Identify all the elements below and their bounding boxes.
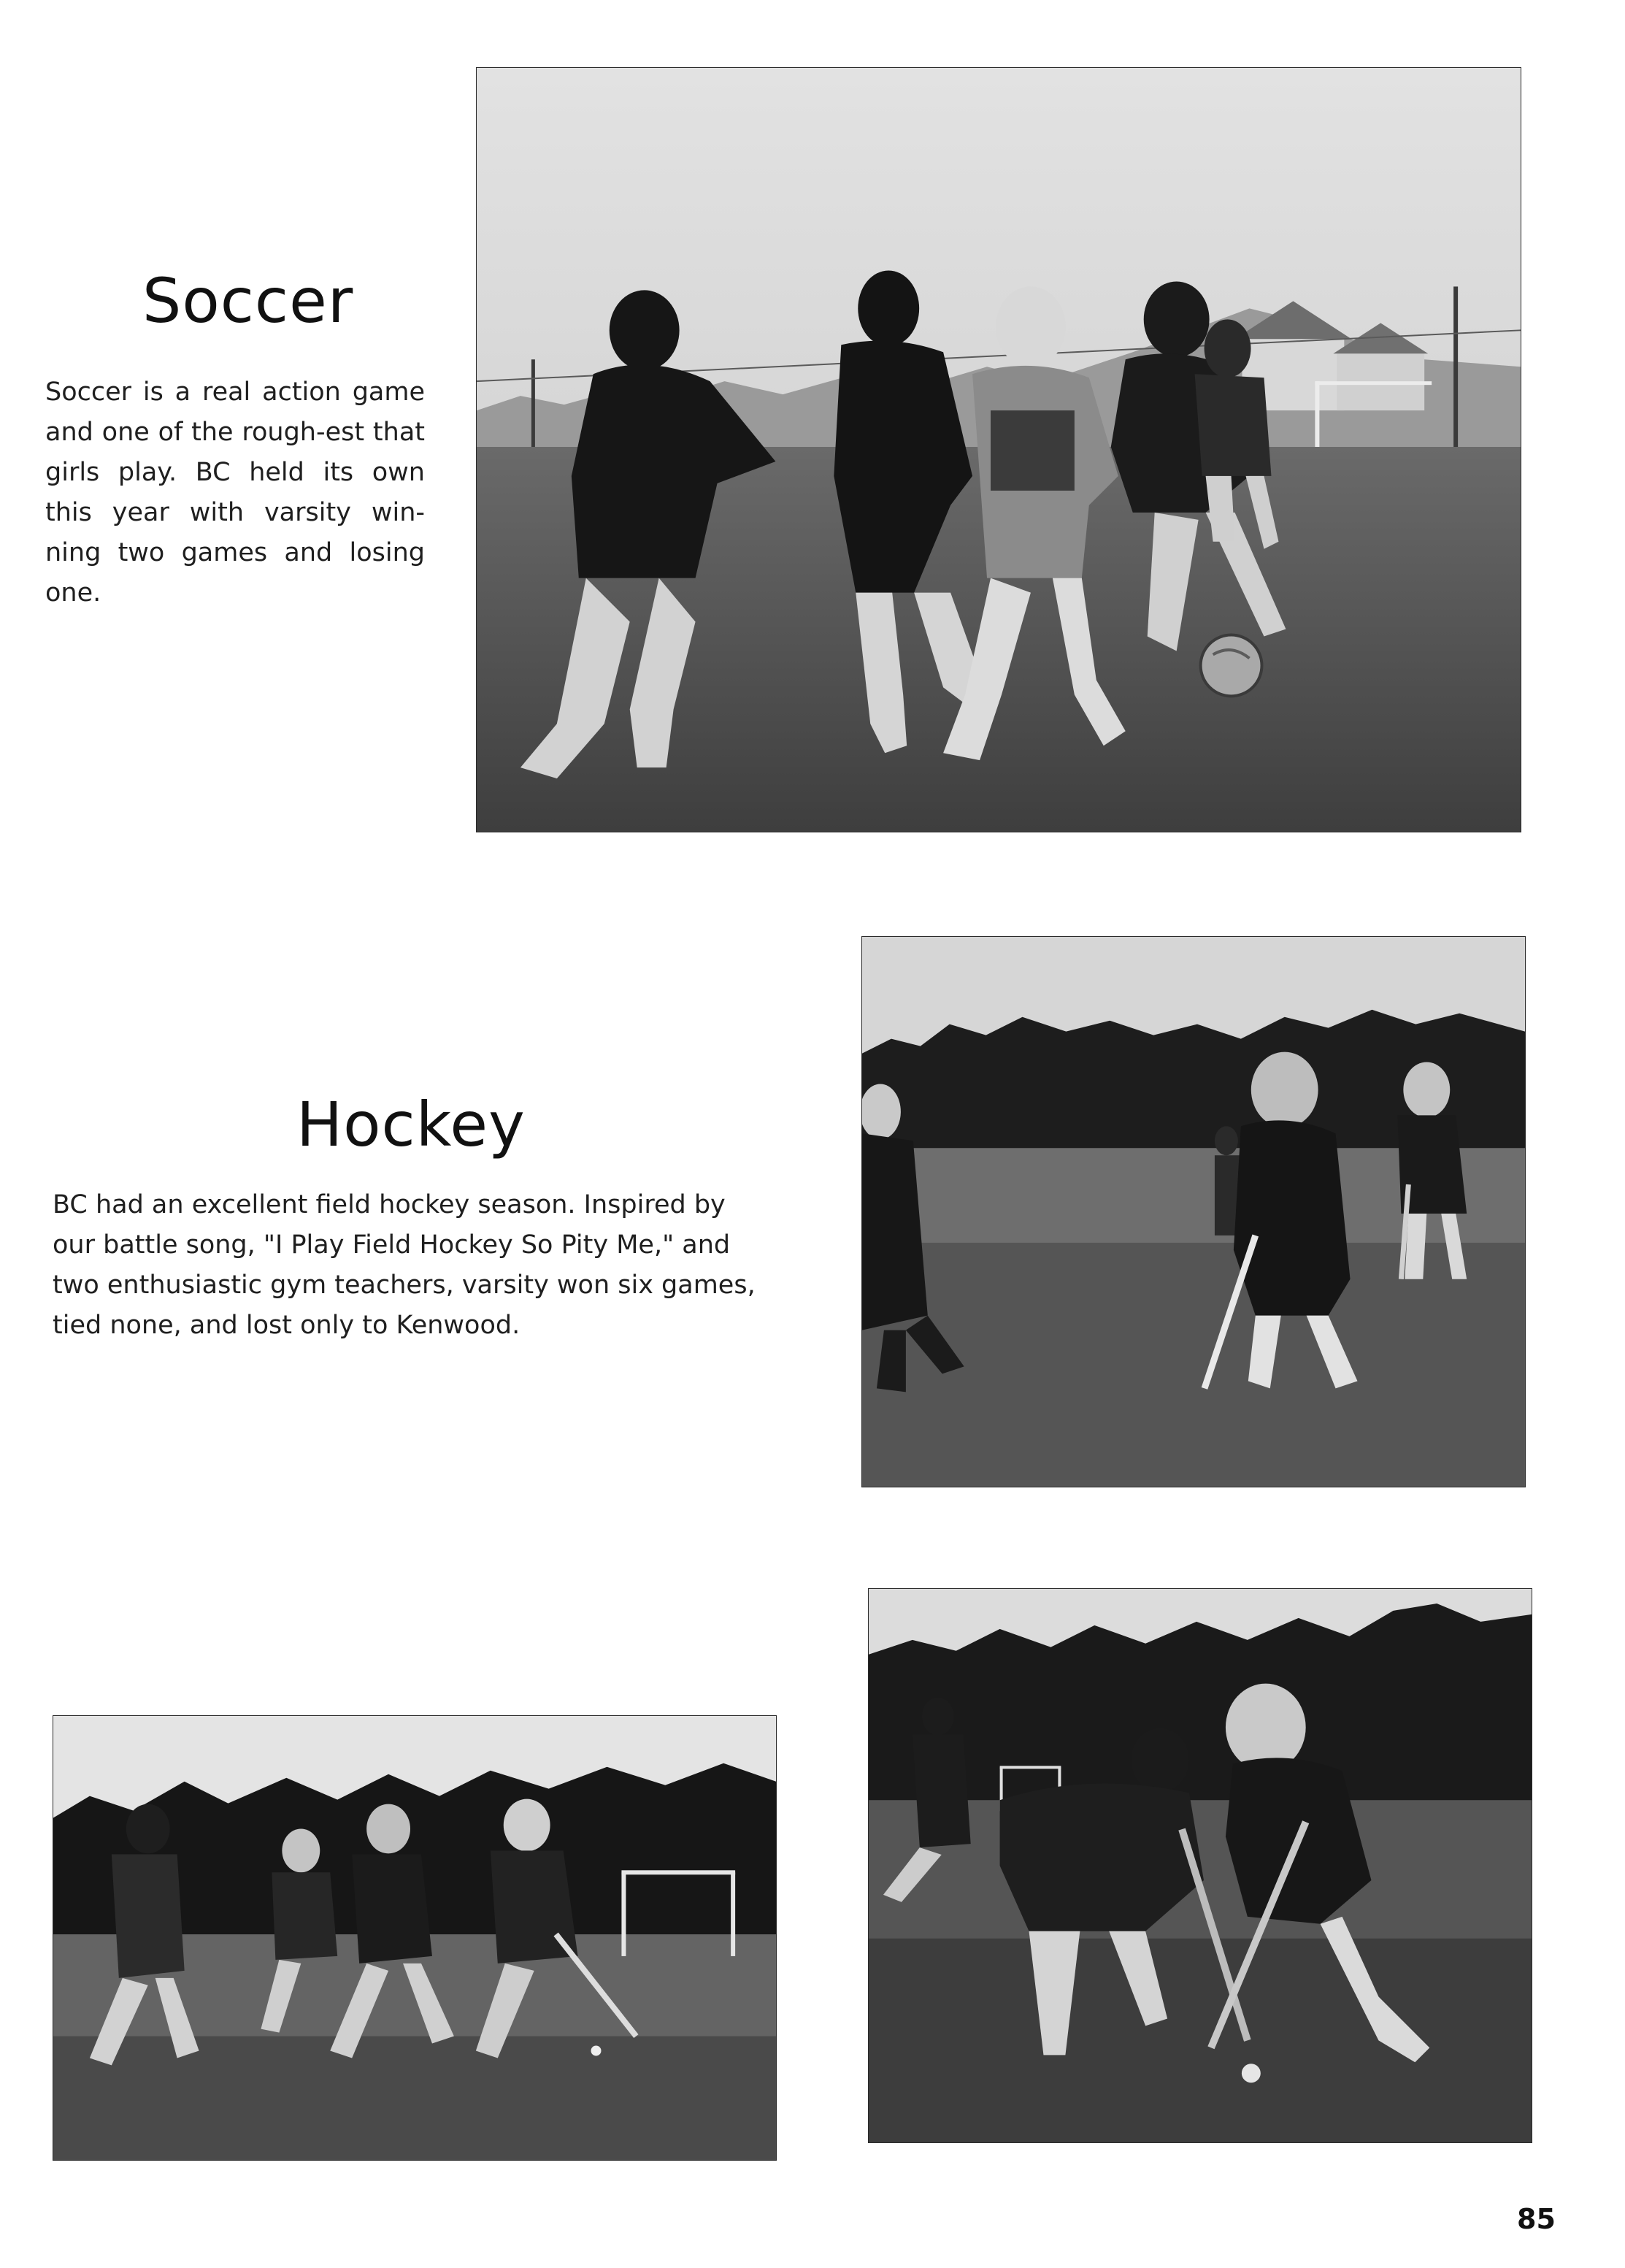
soccer-body-text: Soccer is a real action game and one of the rough-est that girls play. BC held its own this year with varsity win-ning two games and losing one. xyxy=(45,378,425,608)
hockey-photo-bottom-left xyxy=(53,1715,777,2161)
hockey-photo-top xyxy=(861,936,1526,1487)
soccer-heading: Soccer xyxy=(142,265,354,337)
hockey-body-text: BC had an excellent field hockey season. Inspired by our battle song, "I Play Field Hockey So Pity Me," and two enthusiastic gym teachers, varsity won six games, tied none, and lost only to Kenwood. xyxy=(53,1190,756,1340)
page-number: 85 xyxy=(1517,2203,1556,2235)
soccer-photo xyxy=(476,67,1521,832)
hockey-photo-bottom-right xyxy=(868,1588,1532,2143)
hockey-heading: Hockey xyxy=(296,1089,526,1160)
